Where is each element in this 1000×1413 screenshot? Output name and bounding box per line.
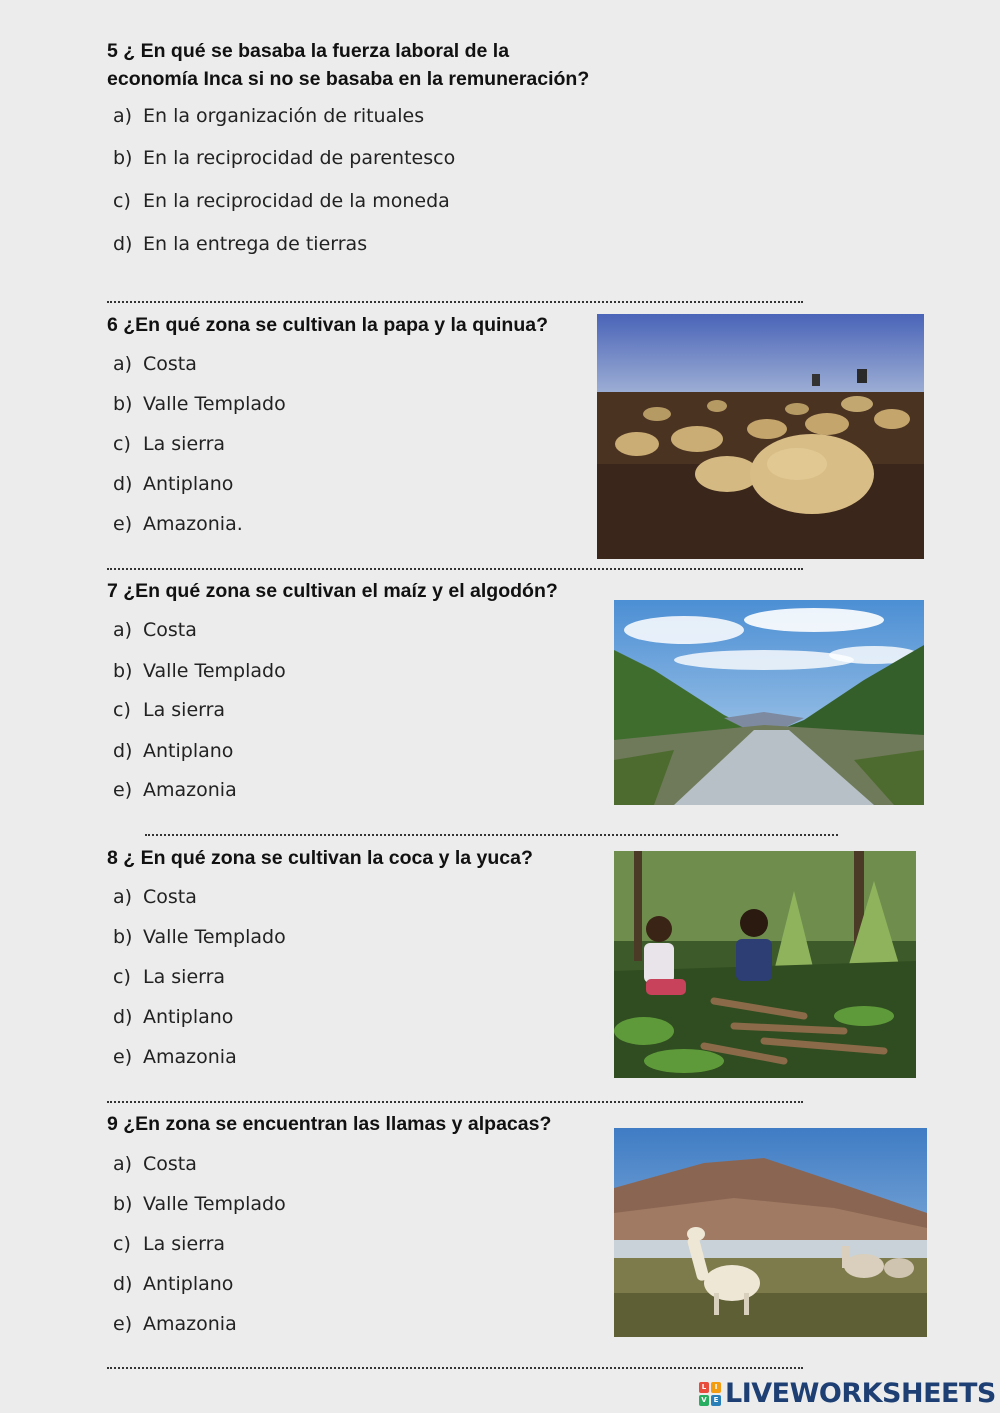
yuca-harvest-photo <box>614 851 916 1078</box>
question-5-option-a[interactable] <box>113 104 424 128</box>
logo-mark-e: E <box>711 1395 721 1406</box>
option-text: La sierra <box>143 433 226 455</box>
question-5-title <box>107 37 589 93</box>
question-5-title-line-2: economía Inca si no se basaba en la remuneración? <box>107 68 590 90</box>
option-text: Amazonia <box>143 1313 237 1335</box>
option-text: Antiplano <box>143 740 234 762</box>
option-letter: d) <box>113 1006 133 1028</box>
option-text: Valle Templado <box>143 660 286 682</box>
question-7-option-c[interactable] <box>113 698 225 722</box>
option-letter: c) <box>113 190 131 212</box>
option-text: En la reciprocidad de la moneda <box>143 190 450 212</box>
option-letter: a) <box>113 619 133 641</box>
question-8-option-d[interactable] <box>113 1005 233 1029</box>
option-letter: e) <box>113 779 133 801</box>
option-text: Amazonia <box>143 779 237 801</box>
question-8-option-c[interactable] <box>113 965 225 989</box>
option-text: Valle Templado <box>143 1193 286 1215</box>
valley-photo <box>614 600 924 805</box>
question-6-option-a[interactable] <box>113 352 197 376</box>
option-letter: a) <box>113 105 133 127</box>
option-letter: c) <box>113 699 131 721</box>
option-letter: b) <box>113 147 133 169</box>
question-9-option-a[interactable] <box>113 1152 197 1176</box>
separator-dots <box>145 834 838 836</box>
question-5-option-b[interactable] <box>113 146 455 170</box>
question-7-option-d[interactable] <box>113 739 233 763</box>
question-5-title-line-1: 5 ¿ En qué se basaba la fuerza laboral de la <box>107 40 510 62</box>
question-7-option-e[interactable] <box>113 778 237 802</box>
option-letter: a) <box>113 1153 133 1175</box>
option-text: Costa <box>143 619 197 641</box>
option-letter: d) <box>113 233 133 255</box>
option-letter: c) <box>113 966 131 988</box>
option-letter: b) <box>113 926 133 948</box>
option-text: La sierra <box>143 699 226 721</box>
option-letter: b) <box>113 1193 133 1215</box>
option-letter: e) <box>113 513 133 535</box>
question-7-title: 7 ¿En qué zona se cultivan el maíz y el algodón? <box>107 580 558 602</box>
option-letter: d) <box>113 473 133 495</box>
question-9-title: 9 ¿En zona se encuentran las llamas y alpacas? <box>107 1113 552 1135</box>
question-9-option-d[interactable] <box>113 1272 233 1296</box>
question-9-option-b[interactable] <box>113 1192 286 1216</box>
option-text: Antiplano <box>143 1273 234 1295</box>
logo-mark-v: V <box>699 1395 709 1406</box>
liveworksheets-logo-icon <box>699 1382 721 1406</box>
separator-dots <box>107 1367 803 1369</box>
question-7-option-b[interactable] <box>113 659 286 683</box>
question-8-option-e[interactable] <box>113 1045 237 1069</box>
option-text: La sierra <box>143 1233 226 1255</box>
option-text: Costa <box>143 1153 197 1175</box>
question-9-option-e[interactable] <box>113 1312 237 1336</box>
logo-mark-l: L <box>699 1382 709 1393</box>
question-7-option-a[interactable] <box>113 618 197 642</box>
option-letter: b) <box>113 393 133 415</box>
option-letter: b) <box>113 660 133 682</box>
option-text: Amazonia. <box>143 513 243 535</box>
liveworksheets-logo <box>699 1378 996 1409</box>
option-text: En la reciprocidad de parentesco <box>143 147 456 169</box>
question-6-option-e[interactable] <box>113 512 243 536</box>
option-text: Amazonia <box>143 1046 237 1068</box>
question-6-option-d[interactable] <box>113 472 233 496</box>
question-8-title: 8 ¿ En qué zona se cultivan la coca y la yuca? <box>107 847 533 869</box>
option-letter: a) <box>113 353 133 375</box>
option-letter: c) <box>113 433 131 455</box>
option-text: La sierra <box>143 966 226 988</box>
option-text: En la organización de rituales <box>143 105 425 127</box>
question-5-option-d[interactable] <box>113 232 367 256</box>
option-text: Valle Templado <box>143 393 286 415</box>
question-8-option-b[interactable] <box>113 925 286 949</box>
option-text: Costa <box>143 886 197 908</box>
option-letter: d) <box>113 1273 133 1295</box>
option-letter: c) <box>113 1233 131 1255</box>
option-letter: a) <box>113 886 133 908</box>
option-letter: e) <box>113 1313 133 1335</box>
option-letter: e) <box>113 1046 133 1068</box>
question-9-option-c[interactable] <box>113 1232 225 1256</box>
separator-dots <box>107 568 803 570</box>
option-text: Valle Templado <box>143 926 286 948</box>
question-8-option-a[interactable] <box>113 885 197 909</box>
question-6-option-c[interactable] <box>113 432 225 456</box>
question-6-option-b[interactable] <box>113 392 286 416</box>
option-text: Antiplano <box>143 1006 234 1028</box>
potato-field-photo <box>597 314 924 559</box>
llama-altiplano-photo <box>614 1128 927 1337</box>
liveworksheets-logo-text: LIVEWORKSHEETS <box>725 1378 996 1409</box>
option-text: Antiplano <box>143 473 234 495</box>
option-text: Costa <box>143 353 197 375</box>
question-5-option-c[interactable] <box>113 189 450 213</box>
logo-mark-i: I <box>711 1382 721 1393</box>
option-text: En la entrega de tierras <box>143 233 368 255</box>
separator-dots <box>107 301 803 303</box>
question-6-title: 6 ¿En qué zona se cultivan la papa y la quinua? <box>107 314 549 336</box>
option-letter: d) <box>113 740 133 762</box>
separator-dots <box>107 1101 803 1103</box>
